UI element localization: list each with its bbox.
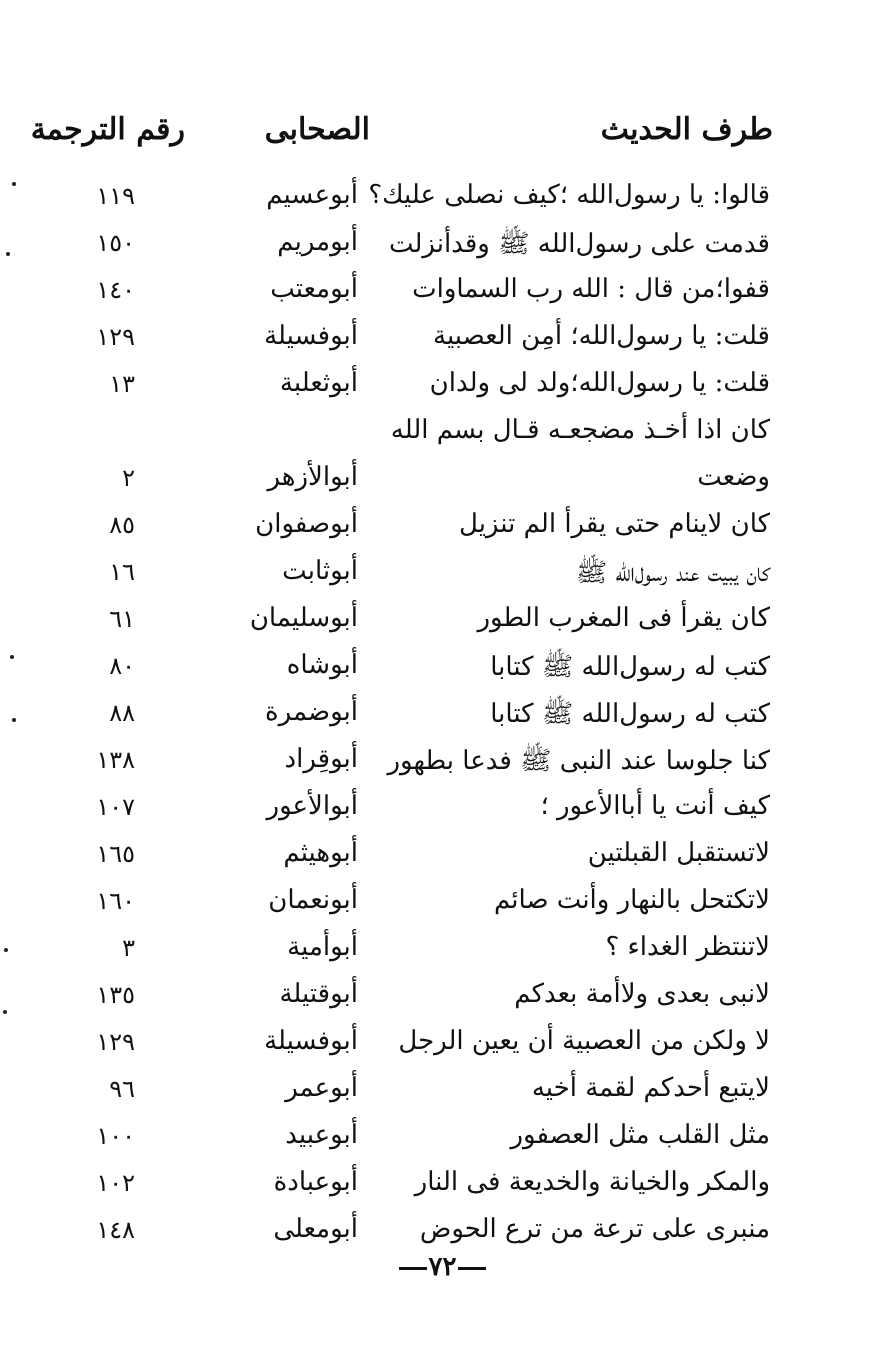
sahabi-name: أبومعلى [273, 1214, 358, 1244]
sahabi-name: أبومعتب [270, 274, 358, 304]
entry-number: ١٠٠ [96, 1122, 135, 1150]
table-row [0, 176, 885, 223]
sahabi-name: أبوثعلبة [279, 368, 358, 398]
sahabi-name: أبونعمان [268, 885, 358, 915]
hadith-text: كنا جلوسا عند النبى ﷺ فدعا بطهور [387, 746, 770, 776]
entry-number: ١٢٩ [96, 323, 135, 351]
sahabi-name: أبوعمر [285, 1073, 358, 1103]
table-header [0, 112, 885, 162]
table-row [0, 928, 885, 975]
hadith-text: لايتبع أحدكم لقمة أخيه [531, 1073, 770, 1103]
entry-number: ٨٥ [109, 511, 135, 539]
hadith-text: لانبى بعدى ولاأمة بعدكم [514, 979, 770, 1009]
hadith-text: كان يبيت عند رسول‌الله ﷺ [575, 558, 770, 588]
hadith-text: منبرى على ترعة من ترع الحوض [419, 1214, 770, 1244]
hadith-text: كان لاينام حتى يقرأ الم تنزيل [459, 509, 770, 539]
entry-number: ١١٩ [96, 182, 135, 210]
header-number: رقم الترجمة [30, 112, 185, 147]
table-row [0, 787, 885, 834]
page-number-text: ٧٢ [428, 1252, 457, 1282]
entry-number: ٣ [122, 934, 135, 962]
entry-number: ١٣ [109, 370, 135, 398]
scan-speck [6, 252, 10, 256]
entry-number: ٩٦ [109, 1075, 135, 1103]
table-row [0, 1116, 885, 1163]
header-hadith: طرف الحديث [600, 112, 773, 147]
hadith-text: كان يقرأ فى المغرب الطور [477, 603, 770, 633]
table-row [0, 834, 885, 881]
sahabi-name: أبومريم [277, 227, 358, 257]
table-row [0, 317, 885, 364]
table-row [0, 599, 885, 646]
header-sahabi: الصحابى [264, 112, 370, 147]
hadith-text: كيف أنت يا أباالأعور ؛ [540, 791, 770, 821]
scan-speck [3, 1010, 7, 1014]
sahabi-name: أبوهيثم [283, 838, 358, 868]
sahabi-name: أبوعبادة [273, 1167, 358, 1197]
entry-number: ١٠٢ [96, 1169, 135, 1197]
entry-number: ١٦٠ [96, 887, 135, 915]
table-row [0, 223, 885, 270]
table-row [0, 693, 885, 740]
entry-number: ١٠٧ [96, 793, 135, 821]
sahabi-name: أبوقِراد [284, 744, 358, 774]
hadith-text: لاتنتظر الغداء ؟ [605, 932, 770, 962]
scan-speck [12, 182, 16, 186]
table-row [0, 740, 885, 787]
page-number-rule-right [399, 1267, 427, 1270]
scan-speck [4, 948, 8, 952]
sahabi-name: أبوعسيم [266, 180, 358, 210]
entry-number: ٨٠ [109, 652, 135, 680]
hadith-text: قلت: يا رسول‌الله؛ أمِن العصبية [433, 321, 770, 351]
table-row [0, 1069, 885, 1116]
table-row [0, 270, 885, 317]
hadith-text: كان اذا أخـذ مضجعـه قـال بسم الله [390, 415, 770, 445]
table-row [0, 411, 885, 458]
sahabi-name: أبوالأزهر [267, 462, 358, 492]
table-row [0, 364, 885, 411]
sahabi-name: أبوأمية [287, 932, 358, 962]
table-row [0, 458, 885, 505]
hadith-text: قدمت على رسول‌الله ﷺ وقدأنزلت [388, 229, 770, 259]
sahabi-name: أبوضمرة [265, 697, 358, 727]
entry-number: ٢ [122, 464, 135, 492]
sahabi-name: أبوفسيلة [264, 321, 358, 351]
sahabi-name: أبوشاه [286, 650, 358, 680]
page-number-rule-left [458, 1267, 486, 1270]
table-row [0, 1210, 885, 1257]
hadith-text: قلت: يا رسول‌الله؛ولد لى ولدان [429, 368, 770, 398]
hadith-text: كتب له رسول‌الله ﷺ كتابا [490, 652, 770, 682]
hadith-text: كتب له رسول‌الله ﷺ كتابا [490, 699, 770, 729]
hadith-text: والمكر والخيانة والخديعة فى النار [414, 1167, 770, 1197]
entry-number: ١٣٥ [96, 981, 135, 1009]
hadith-index-list [0, 176, 885, 1257]
sahabi-name: أبوفسيلة [264, 1026, 358, 1056]
table-row [0, 552, 885, 599]
hadith-text: وضعت [697, 462, 770, 492]
table-row [0, 881, 885, 928]
hadith-text: مثل القلب مثل العصفور [510, 1120, 770, 1150]
entry-number: ٨٨ [109, 699, 135, 727]
entry-number: ١٥٠ [96, 229, 135, 257]
entry-number: ١٢٩ [96, 1028, 135, 1056]
entry-number: ١٦ [109, 558, 135, 586]
table-row [0, 1163, 885, 1210]
table-row [0, 975, 885, 1022]
sahabi-name: أبوصفوان [255, 509, 358, 539]
entry-number: ١٦٥ [96, 840, 135, 868]
entry-number: ١٤٠ [96, 276, 135, 304]
table-row [0, 505, 885, 552]
entry-number: ١٣٨ [96, 746, 135, 774]
scan-speck [12, 718, 16, 722]
entry-number: ١٤٨ [96, 1216, 135, 1244]
page-number [0, 1252, 885, 1282]
hadith-text: قالوا: يا رسول‌الله ؛كيف نصلى عليك؟ [368, 180, 770, 210]
hadith-text: لاتستقبل القبلتين [587, 838, 770, 868]
hadith-text: قفوا؛من قال : الله رب السماوات [412, 274, 770, 304]
table-row [0, 1022, 885, 1069]
entry-number: ٦١ [109, 605, 135, 633]
sahabi-name: أبوعبيد [285, 1120, 358, 1150]
hadith-text: لاتكتحل بالنهار وأنت صائم [493, 885, 770, 915]
sahabi-name: أبوقتيلة [279, 979, 358, 1009]
sahabi-name: أبوالأعور [266, 791, 358, 821]
scan-speck [10, 655, 14, 659]
table-row [0, 646, 885, 693]
sahabi-name: أبوثابت [282, 556, 358, 586]
hadith-text: لا ولكن من العصبية أن يعين الرجل [398, 1026, 770, 1056]
sahabi-name: أبوسليمان [249, 603, 358, 633]
